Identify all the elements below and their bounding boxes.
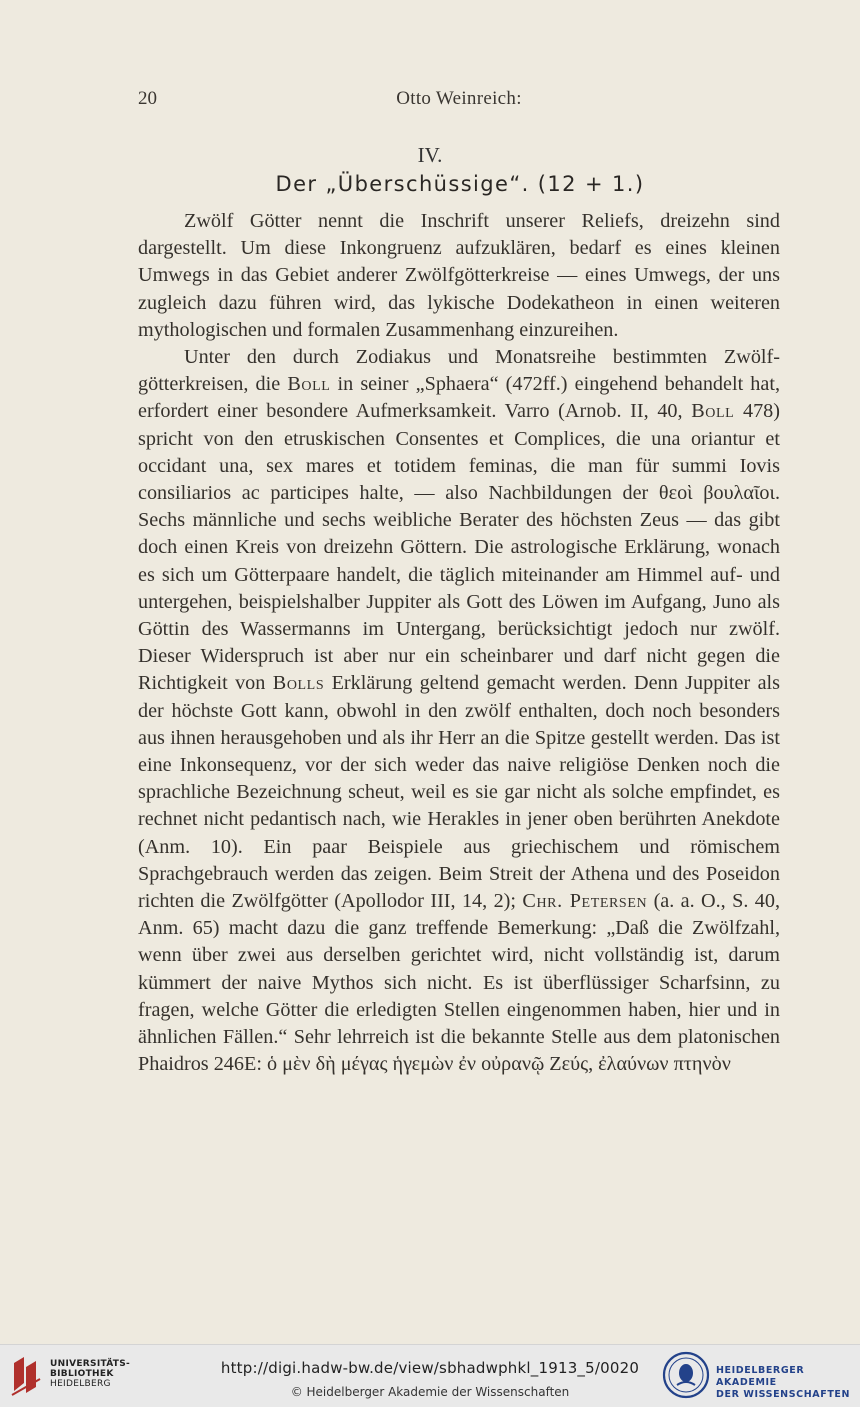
author-name: Bolls: [272, 672, 325, 695]
academy-name: HEIDELBERGER AKADEMIE DER WISSENSCHAFTEN: [716, 1365, 851, 1400]
section-title: Der „Überschüssige“. (12 + 1.): [275, 172, 645, 196]
viewer-footer: [0, 1344, 860, 1407]
author-name: Boll: [691, 400, 735, 423]
author-name: Chr. Petersen: [522, 890, 648, 913]
section-number: IV.: [417, 143, 443, 167]
page-header: [138, 88, 780, 114]
running-head: Otto Weinreich:: [396, 88, 522, 109]
paragraph-2: Unter den durch Zodiakus und Monatsreihe bestimmten Zwölfgötterkreisen, die Boll in seiner „Sphaera“ (472ff.) eingehend behandelt hat, erfordert einer besondere Aufmerksamkeit. Varro (Arnob. II, 40, Boll 478) spricht von den etruskischen Consentes et Complices, die una oriantur et occidant una, sex mares et totidem feminas, die man für summi Iovis consiliarios ac participes halte, — also Nachbildungen der θεοὶ βουλαῖοι. Sechs männliche und sechs weibliche Berater des höchsten Zeus — das gibt doch einen Kreis von dreizehn Göttern. Die astrologische Erklärung, wonach es sich um Götterpaare handelt, die täglich miteinander am Himmel auf- und untergehen, beispielshalber Juppiter als Gott des Löwen im Aufgang, Juno als Göttin des Wassermanns im Untergang, berücksichtigt jedoch nur zwölf. Dieser Widerspruch ist aber nur ein scheinbarer und darf nicht gegen die Richtigkeit von Bolls Erklärung geltend gemacht werden. Denn Juppiter als der höchste Gott kann, obwohl in den zwölf enthalten, doch noch besonders aus ihnen herausgehoben und als ihr Herr an die Spitze gestellt werden. Das ist eine Inkonsequenz, vor der sich weder das naive religiöse Denken noch die sprachliche Bezeichnung scheut, weil es sie gar nicht als solche empfindet, es rechnet nicht pedantisch nach, wie Herakles in jener oben berührten Anekdote (Anm. 10). Ein paar Beispiele aus griechischem und römischem Sprachgebrauch werden das zeigen. Beim Streit der Athena und des Poseidon richten die Zwölfgötter (Apollodor III, 14, 2); Chr. Petersen (a. a. O., S. 40, Anm. 65) macht dazu die ganz treffende Bemerkung: „Daß die Zwölfzahl, wenn über zwei aus derselben gerichtet wird, nicht vollständig ist, darum kümmert der naive Mythos sich nicht. Es ist überflüssiger Scharfsinn, zu fragen, welche Götter die erledigten Stellen eingenommen haben, hier und in ähnlichen Fällen.“ Sehr lehrreich ist die bekannte Stelle aus dem platonischen Phaidros 246E: ὁ μὲν δὴ μέγας ἡγεμὼν ἐν οὐρανῷ Ζεύς, ἐλαύνων πτηνὸν: [138, 346, 780, 1076]
paragraph-1: Zwölf Götter nennt die Inschrift unserer Reliefs, dreizehn sind dargestellt. Um diese Inkongruenz aufzuklären, bedarf es eines kleinen Umwegs in das Gebiet anderer Zwölfgötterkreise — eines Umwegs, der uns zugleich dazu führen wird, das lykische Dodekatheon in einen weiteren mythologischen und formalen Zusammenhang einzureihen.: [138, 210, 780, 341]
page-number: 20: [138, 88, 157, 109]
author-name: Boll: [287, 373, 331, 396]
copyright-notice: © Heidelberger Akademie der Wissenschaften: [290, 1385, 570, 1399]
academy-seal-icon: [662, 1351, 710, 1399]
body-text: [138, 208, 780, 1079]
university-library-name: UNIVERSITÄTS- BIBLIOTHEK HEIDELBERG: [50, 1359, 131, 1389]
permalink-url[interactable]: http://digi.hadw-bw.de/view/sbhadwphkl_1913_5/0020: [220, 1359, 640, 1377]
